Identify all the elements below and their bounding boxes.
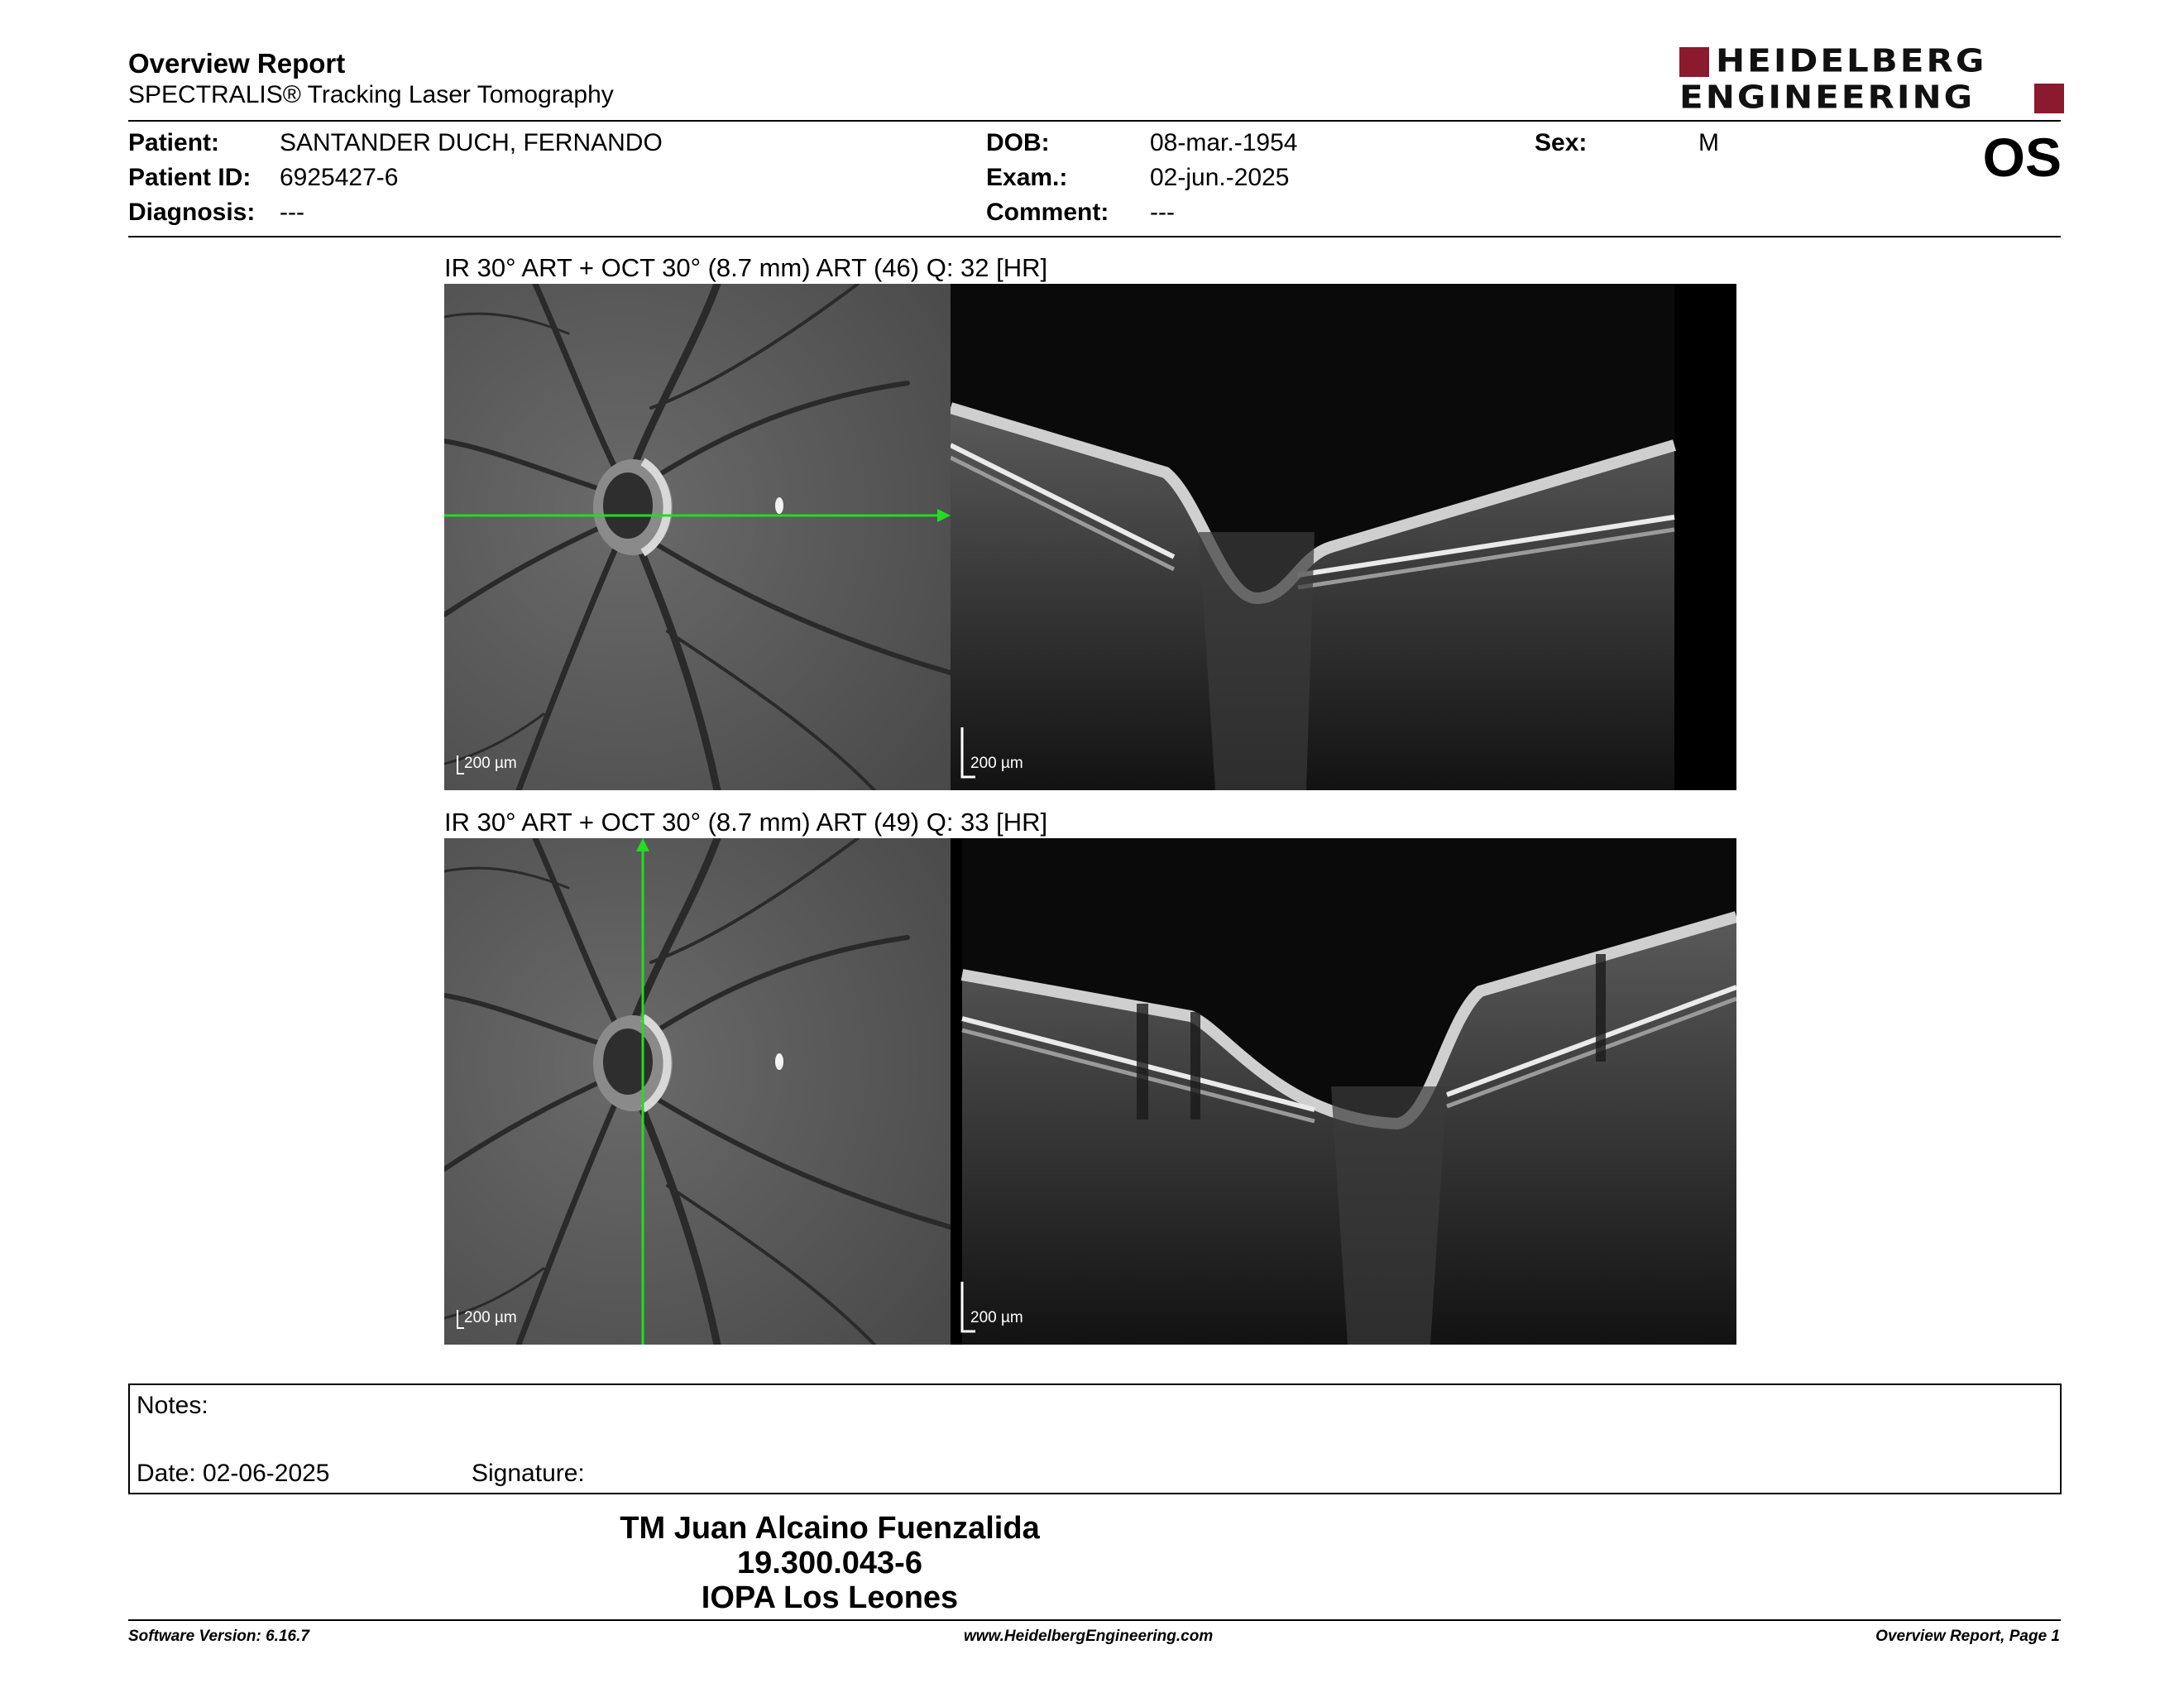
software-version: Software Version: 6.16.7 [128,1628,309,1645]
scan-1-title: IR 30° ART + OCT 30° (8.7 mm) ART (46) Q: 32 [HR] [444,253,1048,282]
scan-2-oct-image [951,838,1736,1345]
patient-name: SANTANDER DUCH, FERNANDO [280,129,663,156]
signer-institution: IOPA Los Leones [701,1580,959,1615]
scan-2-fundus-image [444,838,951,1345]
scan-2-oct-scale: 200 µm [970,1309,1023,1326]
sex-label: Sex: [1535,129,1588,156]
patient-info-rule [128,236,2061,237]
comment-label: Comment: [986,199,1109,226]
signer-name: TM Juan Alcaino Fuenzalida [620,1511,1040,1546]
signature-label: Signature: [472,1460,585,1487]
notes-label: Notes: [136,1392,208,1419]
scan-2-fundus-scale: 200 µm [464,1309,517,1326]
scan-2-title: IR 30° ART + OCT 30° (8.7 mm) ART (49) Q: 33 [HR] [444,808,1048,837]
report-subtitle: SPECTRALIS® Tracking Laser Tomography [128,81,614,108]
scan-1-oct-image [951,284,1736,790]
logo-line2: ENGINEERING [1679,78,1976,116]
eye-indicator: OS [1982,127,2062,188]
footer-rule [128,1619,2061,1621]
diagnosis-label: Diagnosis: [128,199,256,226]
scan-1-fundus-image [444,284,951,790]
notes-box[interactable] [128,1383,2062,1494]
page-indicator: Overview Report, Page 1 [1875,1628,2060,1645]
notes-date: Date: 02-06-2025 [136,1460,330,1487]
diagnosis-value: --- [280,199,304,226]
patient-id-label: Patient ID: [128,164,251,191]
signer-rut: 19.300.043-6 [737,1546,922,1580]
report-title: Overview Report [128,48,346,79]
logo-line1: HEIDELBERG [1716,41,1987,79]
patient-id: 6925427-6 [280,164,399,191]
website-link[interactable]: www.HeidelbergEngineering.com [964,1628,1214,1645]
header-rule [128,120,2061,122]
scan-1-oct-scale: 200 µm [970,755,1023,772]
comment-value: --- [1150,199,1175,226]
dob-value: 08-mar.-1954 [1150,129,1298,156]
patient-label: Patient: [128,129,220,156]
scan-1-fundus-scale: 200 µm [464,755,517,772]
exam-label: Exam.: [986,164,1068,191]
exam-value: 02-jun.-2025 [1150,164,1290,191]
sex-value: M [1698,129,1719,156]
heidelberg-logo [1679,41,2064,116]
dob-label: DOB: [986,129,1050,156]
